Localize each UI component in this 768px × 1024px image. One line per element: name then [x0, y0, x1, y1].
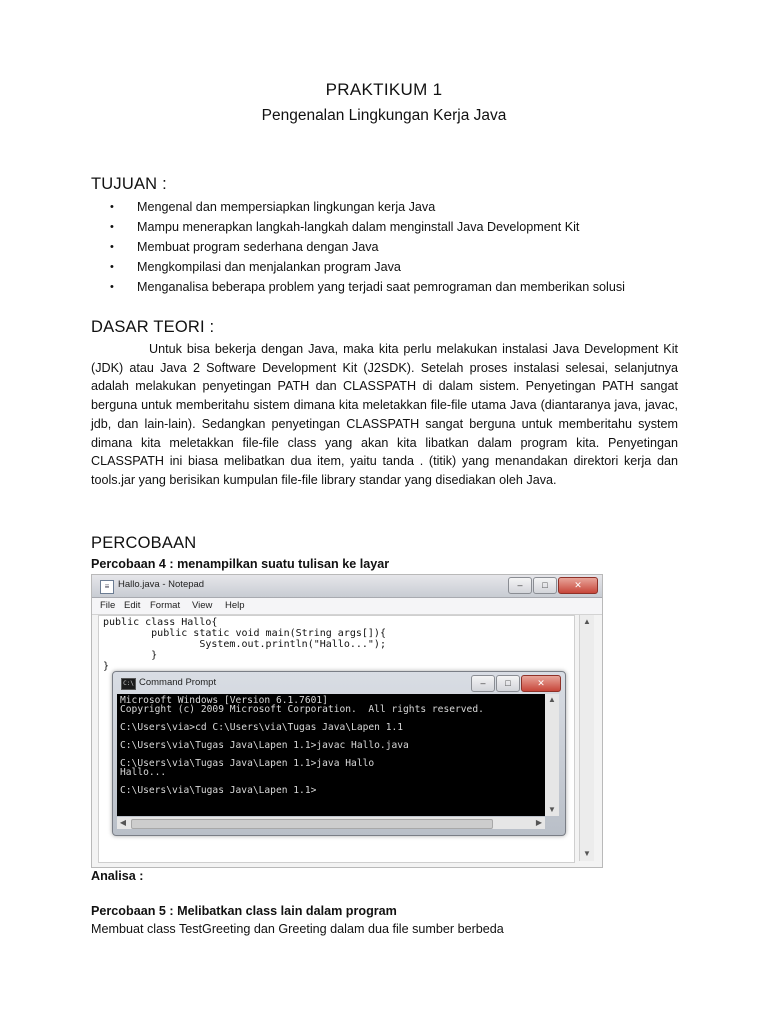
scroll-up-icon[interactable]: ▲ — [548, 695, 556, 704]
notepad-title: Hallo.java - Notepad — [118, 579, 205, 590]
scroll-left-icon[interactable]: ◀ — [119, 818, 127, 827]
list-item-text: Mengkompilasi dan menjalankan program Java — [137, 260, 401, 274]
dasar-teori-heading: DASAR TEORI : — [91, 318, 215, 336]
command-prompt-window — [112, 671, 566, 836]
code-line: public static void main(String args[]){ — [103, 628, 386, 639]
menu-help[interactable]: Help — [225, 600, 245, 611]
menu-edit[interactable]: Edit — [124, 600, 141, 611]
bullet-icon: • — [110, 241, 114, 253]
scroll-right-icon[interactable]: ▶ — [535, 818, 543, 827]
cmd-titlebar — [113, 672, 565, 694]
list-item-text: Mampu menerapkan langkah-langkah dalam menginstall Java Development Kit — [137, 220, 580, 234]
notepad-titlebar — [92, 575, 602, 598]
scrollbar-thumb[interactable] — [131, 819, 493, 829]
code-line: } — [103, 650, 158, 661]
cmd-vertical-scrollbar[interactable] — [545, 694, 559, 816]
console-line: Copyright (c) 2009 Microsoft Corporation. All rights reserved. — [120, 704, 484, 715]
list-item — [91, 237, 625, 257]
tujuan-heading: TUJUAN : — [91, 175, 167, 193]
console-line: C:\Users\via>cd C:\Users\via\Tugas Java\Lapen 1.1 — [120, 722, 404, 733]
screenshot-figure — [91, 574, 603, 868]
close-icon[interactable]: ✕ — [521, 675, 561, 692]
cmd-console[interactable] — [117, 694, 545, 816]
maximize-icon[interactable]: □ — [533, 577, 557, 594]
menu-view[interactable]: View — [192, 600, 213, 611]
scroll-up-icon[interactable]: ▲ — [583, 617, 591, 626]
scroll-down-icon[interactable]: ▼ — [583, 849, 591, 858]
analisa-label: Analisa : — [91, 869, 144, 883]
percobaan-5-title: Percobaan 5 : Melibatkan class lain dalam program — [91, 904, 397, 918]
code-line: } — [103, 661, 110, 672]
console-line: Microsoft Windows [Version 6.1.7601] — [120, 695, 328, 706]
minimize-icon[interactable]: – — [471, 675, 495, 692]
close-icon[interactable]: ✕ — [558, 577, 598, 594]
cmd-window-controls — [470, 675, 561, 691]
list-item-text: Mengenal dan mempersiapkan lingkungan kerja Java — [137, 200, 436, 214]
list-item — [91, 217, 625, 237]
maximize-icon[interactable]: □ — [496, 675, 520, 692]
percobaan-4-title: Percobaan 4 : menampilkan suatu tulisan ke layar — [91, 557, 390, 571]
list-item — [91, 197, 625, 217]
notepad-vertical-scrollbar[interactable] — [579, 615, 594, 861]
notepad-icon: ≡ — [100, 580, 114, 594]
tujuan-list — [91, 197, 625, 297]
bullet-icon: • — [110, 261, 114, 273]
code-line: System.out.println("Hallo..."); — [103, 639, 386, 650]
bullet-icon: • — [110, 281, 114, 293]
console-line: C:\Users\via\Tugas Java\Lapen 1.1> — [120, 785, 317, 796]
list-item — [91, 277, 625, 297]
minimize-icon[interactable]: – — [508, 577, 532, 594]
cmd-title: Command Prompt — [139, 677, 217, 688]
menu-format[interactable]: Format — [150, 600, 181, 611]
notepad-window-controls — [507, 577, 598, 593]
bullet-icon: • — [110, 201, 114, 213]
console-line: C:\Users\via\Tugas Java\Lapen 1.1>java Hallo — [120, 758, 375, 769]
console-line: C:\Users\via\Tugas Java\Lapen 1.1>javac Hallo.java — [120, 740, 409, 751]
list-item-text: Menganalisa beberapa problem yang terjadi saat pemrograman dan memberikan solusi — [137, 280, 625, 294]
list-item-text: Membuat program sederhana dengan Java — [137, 240, 379, 254]
percobaan-heading: PERCOBAAN — [91, 534, 197, 552]
percobaan-5-description: Membuat class TestGreeting dan Greeting dalam dua file sumber berbeda — [91, 922, 504, 936]
dasar-teori-paragraph: Untuk bisa bekerja dengan Java, maka kita perlu melakukan instalasi Java Development Kit (JDK) atau Java 2 Software Development Kit (J2SDK). Setelah proses instalasi selesai, selanjutnya adalah melakukan penyetingan PATH dan CLASSPATH di dalam sistem. Penyetingan PATH sangat berguna untuk memberitahu sistem dimana kita meletakkan file-file utama Java (diantaranya java, javac, jdb, dan lain-lain). Sedangkan penyetingan CLASSPATH sangat berguna untuk memberitahu system dimana kita meletakkan file-file class yang akan kita libatkan dalam program kita. Penyetingan CLASSPATH ini biasa melibatkan dua item, yaitu tanda . (titik) yang menandakan direktori kerja dan tools.jar yang berisikan kumpulan file-file library standar yang disediakan oleh Java. — [91, 342, 678, 487]
page-title: PRAKTIKUM 1 — [325, 80, 443, 99]
cmd-horizontal-scrollbar[interactable] — [117, 817, 545, 829]
list-item — [91, 257, 625, 277]
code-line: public class Hallo{ — [103, 617, 218, 628]
menu-file[interactable]: File — [100, 600, 116, 611]
page-subtitle: Pengenalan Lingkungan Kerja Java — [261, 107, 507, 124]
console-line: Hallo... — [120, 767, 167, 778]
notepad-menubar — [92, 598, 602, 615]
bullet-icon: • — [110, 221, 114, 233]
scroll-down-icon[interactable]: ▼ — [548, 805, 556, 814]
cmd-icon: C:\ — [121, 678, 136, 690]
